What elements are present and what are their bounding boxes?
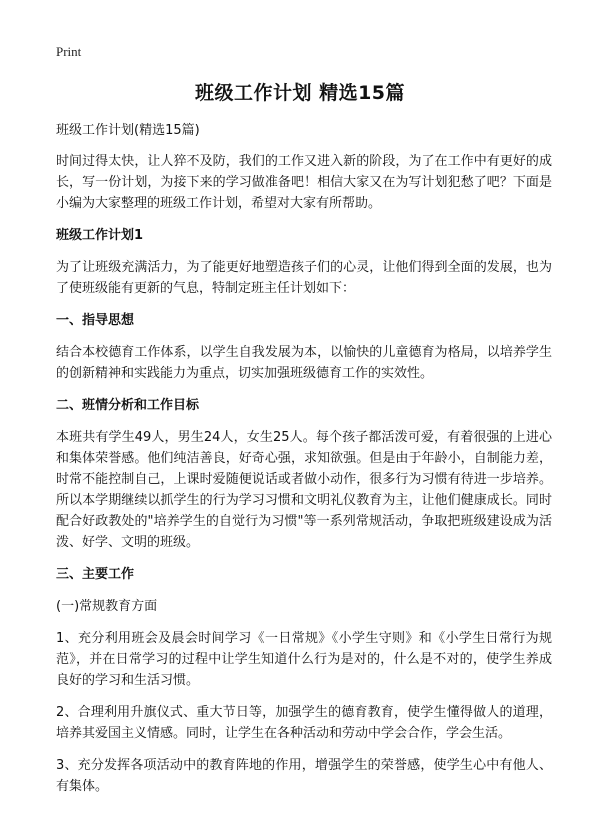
section2-heading: 二、班情分析和工作目标 [56, 398, 200, 413]
subsection-heading: (一)常规教育方面 [56, 599, 158, 614]
list-item-2: 2、合理利用升旗仪式、重大节日等，加强学生的德育教育，使学生懂得做人的道理，培养其爱国主义情感。同时，让学生在各种活动和劳动中学会合作，学会生活。 [56, 705, 552, 741]
intro-paragraph: 时间过得太快，让人猝不及防，我们的工作又进入新的阶段，为了在工作中有更好的成长，写一份计划，为接下来的学习做准备吧！相信大家又在为写计划犯愁了吧？下面是小编为大家整理的班级工作计划，希望对大家有所帮助。 [56, 154, 552, 211]
document-title: 班级工作计划 精选15篇 [194, 82, 406, 104]
plan-heading: 班级工作计划1 [56, 228, 144, 243]
document-subtitle: 班级工作计划(精选15篇) [56, 123, 200, 138]
section1-heading: 一、指导思想 [56, 313, 135, 328]
plan-intro-paragraph: 为了让班级充满活力，为了能更好地塑造孩子们的心灵，让他们得到全面的发展，也为了使班级能有更新的气息，特制定班主任计划如下： [56, 260, 552, 296]
section1-paragraph: 结合本校德育工作体系，以学生自我发展为本，以愉快的儿童德育为格局，以培养学生的创新精神和实践能力为重点，切实加强班级德育工作的实效性。 [56, 345, 552, 381]
list-item-3: 3、充分发挥各项活动中的教育阵地的作用，增强学生的荣誉感，使学生心中有他人、有集体。 [56, 758, 552, 794]
document-body [56, 120, 552, 808]
section3-heading: 三、主要工作 [56, 567, 135, 582]
print-label: Print [56, 44, 82, 59]
section2-paragraph: 本班共有学生49人，男生24人，女生25人。每个孩子都活泼可爱，有着很强的上进心和集体荣誉感。他们纯洁善良，好奇心强，求知欲强。但是由于年龄小，自制能力差，时常不能控制自己，上课时爱随便说话或者做小动作，很多行为习惯有待进一步培养。所以本学期继续以抓学生的行为学习习惯和文明礼仪教育为主，让他们健康成长。同时配合好政教处的"培养学生的自觉行为习惯"等一系列常规活动，争取把班级建设成为活泼、好学、文明的班级。 [56, 430, 552, 550]
list-item-1: 1、充分利用班会及晨会时间学习《一日常规》《小学生守则》和《小学生日常行为规范》，并在日常学习的过程中让学生知道什么行为是对的，什么是不对的，使学生养成良好的学习和生活习惯。 [56, 631, 552, 688]
